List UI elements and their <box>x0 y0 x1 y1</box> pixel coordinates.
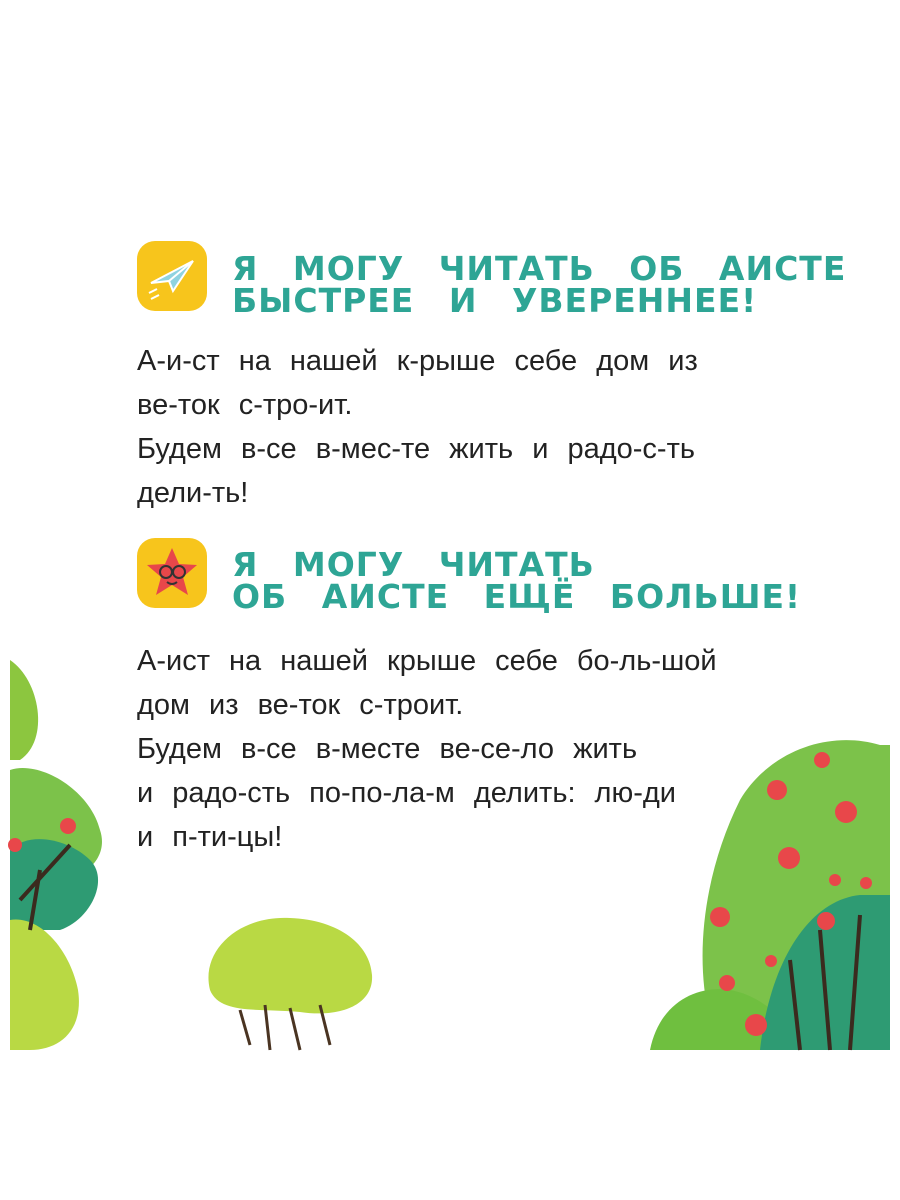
section-2-text <box>137 639 717 859</box>
middle-bush <box>208 918 372 1050</box>
text-line: Будем в-се в-мес-те жить и радо-с-ть <box>137 433 695 465</box>
text-line: и п-ти-цы! <box>137 821 283 853</box>
text-line: ве-ток с-тро-ит. <box>137 389 353 421</box>
left-bush <box>8 660 102 1050</box>
heading-line: Я МОГУ ЧИТАТЬ <box>232 545 595 584</box>
heading-line: ОБ АИСТЕ ЕЩЁ БОЛЬШЕ! <box>232 577 802 616</box>
text-line: А-и-ст на нашей к-рыше себе дом из <box>137 345 698 377</box>
section-2-heading <box>232 545 801 617</box>
section-1-text <box>137 339 698 515</box>
paper-plane-icon <box>137 241 207 311</box>
text-line: Будем в-се в-месте ве-се-ло жить <box>137 733 638 765</box>
text-line: дом из ве-ток с-троит. <box>137 689 464 721</box>
section-1-heading <box>232 249 846 321</box>
star-with-glasses-icon <box>137 538 207 608</box>
heading-line: Я МОГУ ЧИТАТЬ ОБ АИСТЕ <box>232 249 847 288</box>
text-line: А-ист на нашей крыше себе бо-ль-шой <box>137 645 717 677</box>
heading-line: БЫСТРЕЕ И УВЕРЕННЕЕ! <box>232 281 758 320</box>
text-line: дели-ть! <box>137 477 249 509</box>
text-line: и радо-сть по-по-ла-м делить: лю-ди <box>137 777 677 809</box>
